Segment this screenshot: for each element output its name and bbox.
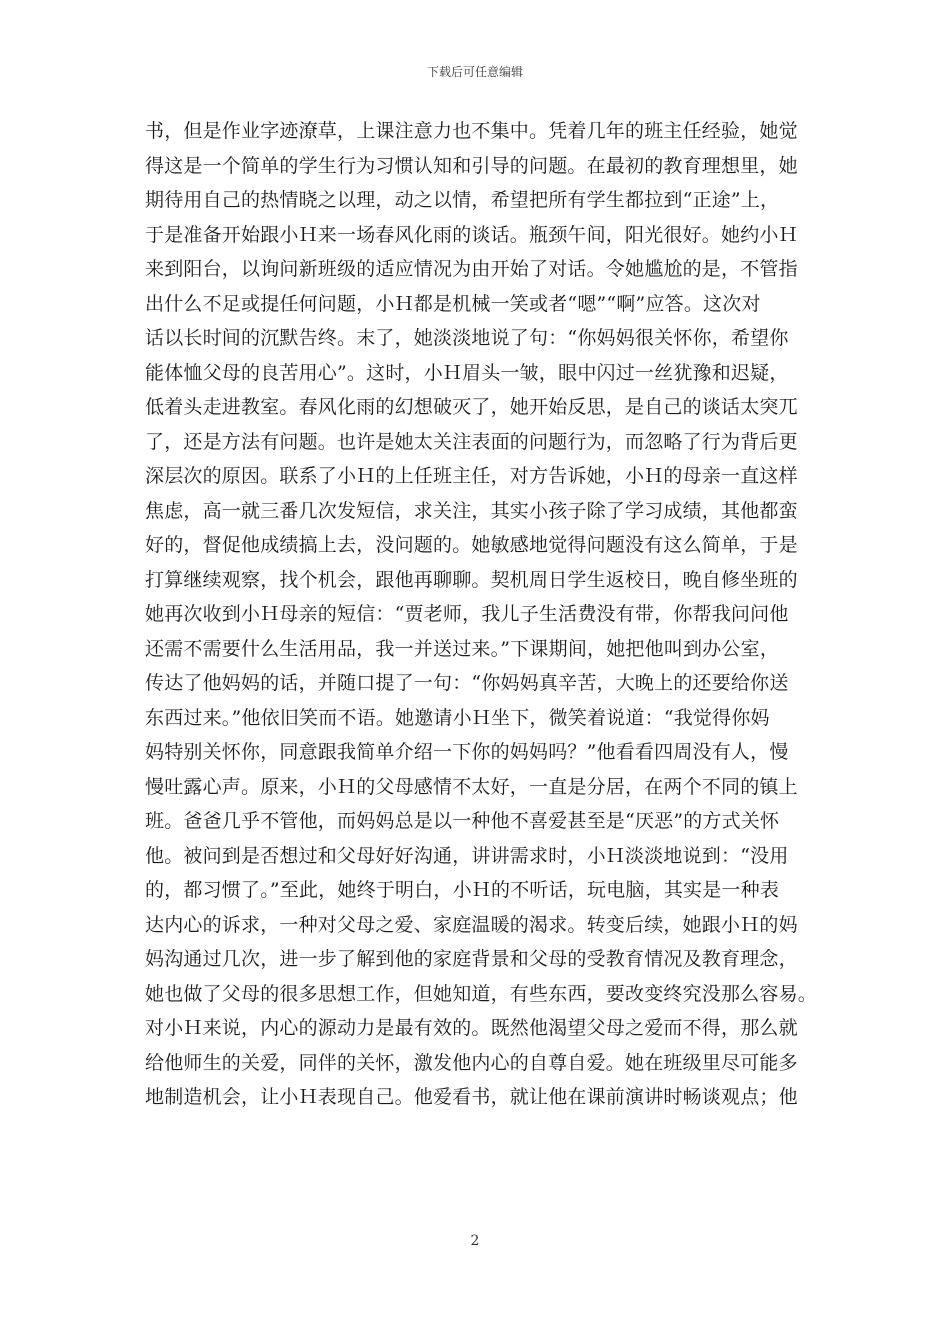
text-line: 好的，督促他成绩搞上去，没问题的。她敏感地觉得问题没有这么简单，于是	[145, 534, 798, 556]
page-number: 2	[470, 1233, 480, 1249]
text-line: 还需不需要什么生活用品，我一并送过来。”下课期间，她把他叫到办公室，	[145, 637, 780, 660]
text-line: 达内心的诉求，一种对父母之爱、家庭温暖的渴求。转变后续，她跟小Ｈ的妈	[145, 913, 798, 936]
text-line: 给他师生的关爱，同伴的关怀，激发他内心的自尊自爱。她在班级里尽可能多	[145, 1051, 798, 1074]
text-line: 传达了他妈妈的话，并随口提了一句：“你妈妈真辛苦，大晚上的还要给你送	[145, 672, 789, 694]
text-line: 得这是一个简单的学生行为习惯认知和引导的问题。在最初的教育理想里，她	[145, 154, 798, 177]
text-line: 他。被问到是否想过和父母好好沟通，讲讲需求时，小Ｈ淡淡地说到：“没用	[145, 844, 789, 867]
text-line: 东西过来。”他依旧笑而不语。她邀请小Ｈ坐下，微笑着说道：“我觉得你妈	[145, 706, 770, 729]
text-line: 能体恤父母的良苦用心”。这时，小Ｈ眉头一皱，眼中闪过一丝犹豫和迟疑，	[145, 361, 789, 384]
text-line: 慢吐露心声。原来，小Ｈ的父母感情不太好，一直是分居，在两个不同的镇上	[145, 775, 798, 798]
body-text	[145, 114, 825, 1115]
text-line: 深层次的原因。联系了小Ｈ的上任班主任，对方告诉她，小Ｈ的母亲一直这样	[145, 465, 798, 487]
page-header: 下载后可任意编辑	[426, 65, 523, 79]
text-line: 打算继续观察，找个机会，跟他再聊聊。契机周日学生返校日，晚自修坐班的	[145, 568, 798, 591]
text-line: 出什么不足或提任何问题，小Ｈ都是机械一笑或者“嗯”“啊”应答。这次对	[145, 292, 761, 315]
text-line: 她也做了父母的很多思想工作，但她知道，有些东西，要改变终究没那么容易。	[145, 982, 818, 1005]
text-line: 的，都习惯了。”至此，她终于明白，小Ｈ的不听话，玩电脑，其实是一种表	[145, 879, 780, 901]
text-line: 了，还是方法有问题。也许是她太关注表面的问题行为，而忽略了行为背后更	[145, 430, 798, 453]
text-line: 低着头走进教室。春风化雨的幻想破灭了，她开始反思，是自己的谈话太突兀	[145, 396, 798, 418]
text-line: 她再次收到小Ｈ母亲的短信：“贾老师，我儿子生活费没有带，你帮我问问他	[145, 603, 789, 625]
text-line: 来到阳台，以询问新班级的适应情况为由开始了对话。令她尴尬的是，不管指	[145, 258, 798, 280]
text-line: 妈特别关怀你，同意跟我简单介绍一下你的妈妈吗？”他看看四周没有人，慢	[145, 741, 789, 763]
text-line: 班。爸爸几乎不管他，而妈妈总是以一种他不喜爱甚至是“厌恶”的方式关怀	[145, 810, 780, 832]
text-line: 妈沟通过几次，进一步了解到他的家庭背景和父母的受教育情况及教育理念，	[145, 948, 798, 970]
text-line: 焦虑，高一就三番几次发短信，求关注，其实小孩子除了学习成绩，其他都蛮	[145, 499, 798, 522]
text-line: 对小Ｈ来说，内心的源动力是最有效的。既然他渴望父母之爱而不得，那么就	[145, 1017, 798, 1039]
text-line: 书，但是作业字迹潦草，上课注意力也不集中。凭着几年的班主任经验，她觉	[145, 120, 798, 142]
text-line: 于是准备开始跟小Ｈ来一场春风化雨的谈话。瓶颈午间，阳光很好。她约小Ｈ	[145, 223, 798, 246]
text-line: 话以长时间的沉默告终。末了，她淡淡地说了句：“你妈妈很关怀你，希望你	[145, 327, 789, 349]
text-line: 地制造机会，让小Ｈ表现自己。他爱看书，就让他在课前演讲时畅谈观点；他	[145, 1086, 798, 1108]
text-line: 期待用自己的热情晓之以理，动之以情，希望把所有学生都拉到“正途”上，	[145, 189, 780, 211]
